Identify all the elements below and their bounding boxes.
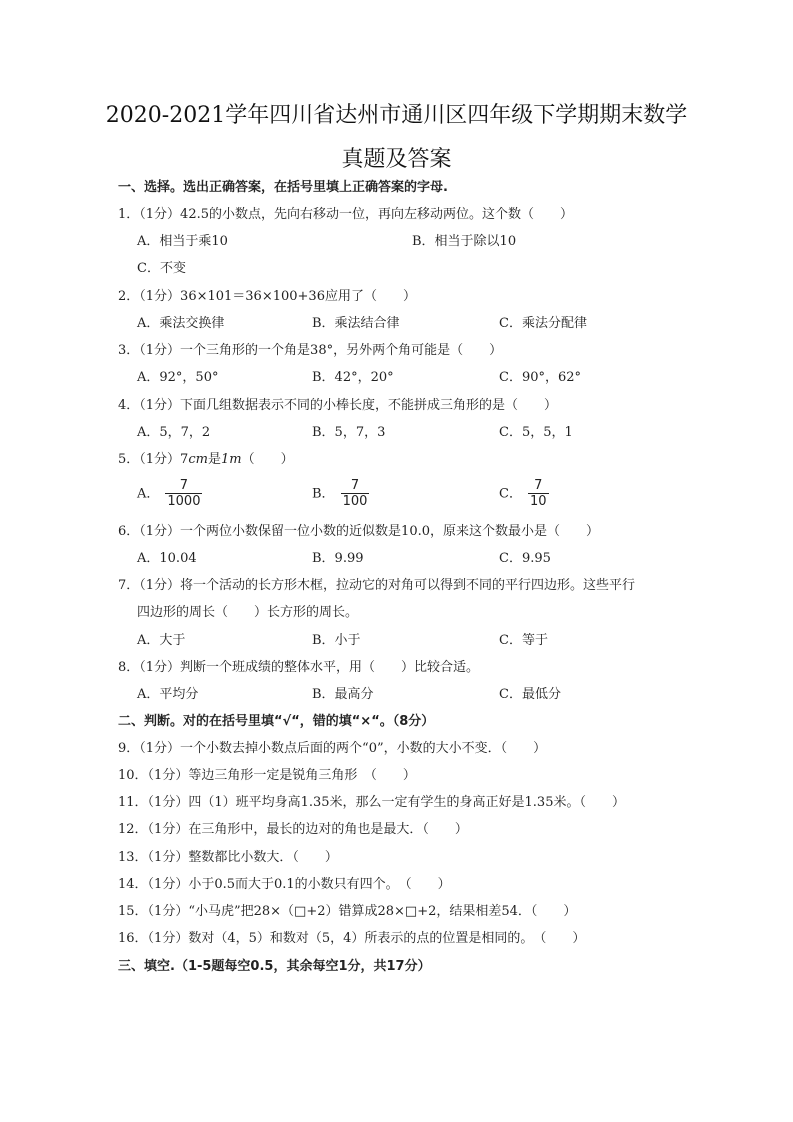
- question-6-option-b: B．9.99: [312, 551, 364, 566]
- question-6: 6．（1分）一个两位小数保留一位小数的近似数是10.0，原来这个数最小是（ ）: [118, 524, 599, 539]
- question-1-option-a: A．相当于乘10: [137, 234, 228, 249]
- fraction: [165, 478, 202, 510]
- question-3-option-c: C．90°，62°: [499, 370, 582, 385]
- document-subtitle: 真题及答案: [341, 147, 452, 172]
- question-5-option-b: [312, 478, 369, 510]
- question-4: 4．（1分）下面几组数据表示不同的小棒长度，不能拼成三角形的是（ ）: [118, 398, 558, 413]
- question-1-option-c: C．不变: [137, 261, 186, 276]
- question-5-mid: 是: [207, 452, 221, 467]
- question-5-option-c: [499, 478, 549, 510]
- question-6-option-c: C．9.95: [499, 551, 551, 566]
- question-11: 11．（1分）四（1）班平均身高1.35米，那么一定有学生的身高正好是1.35米。（ ）: [118, 795, 625, 810]
- question-12: 12．（1分）在三角形中，最长的边对的角也是最大．（ ）: [118, 822, 468, 837]
- denominator: 1000: [167, 494, 201, 509]
- question-3-option-b: B．42°，20°: [312, 370, 394, 385]
- denominator: 100: [342, 494, 368, 509]
- document-title: 2020-2021学年四川省达州市通川区四年级下学期期末数学: [105, 103, 688, 128]
- question-3-option-a: A．92°，50°: [137, 370, 219, 385]
- question-5-suffix: （ ）: [241, 452, 294, 467]
- fraction: [528, 478, 549, 510]
- question-16: 16．（1分）数对（4，5）和数对（5，4）所表示的点的位置是相同的。 （ ）: [118, 931, 586, 946]
- question-4-option-b: B．5，7，3: [312, 425, 386, 440]
- section-heading-judgment: 二、判断。对的在括号里填“√“，错的填“×“。（8分）: [118, 714, 435, 729]
- question-5-unit-cm: cm: [188, 452, 208, 467]
- question-5-unit-m: 1m: [220, 452, 242, 467]
- question-8-option-b: B．最高分: [312, 687, 374, 702]
- question-4-option-c: C．5，5，1: [499, 425, 573, 440]
- option-label: B．: [312, 486, 335, 502]
- section-heading-fill-blank: 三、填空.（1-5题每空0.5，其余每空1分，共17分）: [118, 959, 431, 974]
- question-2-option-a: A．乘法交换律: [137, 316, 225, 331]
- question-8-option-a: A．平均分: [137, 687, 199, 702]
- numerator: 7: [528, 478, 549, 494]
- option-label: C．: [499, 486, 522, 502]
- question-5-prefix: 5．（1分）7: [118, 452, 189, 467]
- denominator: 10: [529, 494, 547, 509]
- question-7-continued: 四边形的周长（ ）长方形的周长。: [137, 605, 359, 620]
- section-heading-choice: 一、选择。选出正确答案，在括号里填上正确答案的字母.: [118, 180, 448, 195]
- question-9: 9．（1分）一个小数去掉小数点后面的两个“0”，小数的大小不变．（ ）: [118, 741, 547, 756]
- fraction: [341, 478, 370, 510]
- option-label: A．: [137, 486, 160, 502]
- numerator: 7: [165, 478, 202, 494]
- question-8-option-c: C．最低分: [499, 687, 561, 702]
- question-7-option-a: A．大于: [137, 633, 186, 648]
- question-13: 13．（1分）整数都比小数大．（ ）: [118, 850, 338, 865]
- question-10: 10．（1分）等边三角形一定是锐角三角形 （ ）: [118, 768, 416, 783]
- question-8: 8．（1分）判断一个班成绩的整体水平，用（ ）比较合适。: [118, 660, 480, 675]
- question-5-option-a: [137, 478, 202, 510]
- question-5: [118, 451, 294, 469]
- question-7-option-b: B．小于: [312, 633, 361, 648]
- question-7-option-c: C．等于: [499, 633, 548, 648]
- question-2-option-b: B．乘法结合律: [312, 316, 400, 331]
- question-15: 15．（1分）“小马虎”把28×（□+2）错算成28×□+2，结果相差54．（ ）: [118, 904, 577, 919]
- question-1: 1．（1分）42.5的小数点，先向右移动一位，再向左移动两位。这个数（ ）: [118, 207, 573, 222]
- question-2: 2．（1分）36×101＝36×100+36应用了（ ）: [118, 289, 416, 304]
- numerator: 7: [341, 478, 370, 494]
- question-4-option-a: A．5，7，2: [137, 425, 211, 440]
- question-14: 14．（1分）小于0.5而大于0.1的小数只有四个。 （ ）: [118, 877, 451, 892]
- question-3: 3．（1分）一个三角形的一个角是38°，另外两个角可能是（ ）: [118, 343, 503, 358]
- question-1-option-b: B．相当于除以10: [412, 234, 517, 249]
- question-7: 7．（1分）将一个活动的长方形木框，拉动它的对角可以得到不同的平行四边形。这些平行: [118, 578, 636, 593]
- question-6-option-a: A．10.04: [137, 551, 197, 566]
- question-2-option-c: C．乘法分配律: [499, 316, 587, 331]
